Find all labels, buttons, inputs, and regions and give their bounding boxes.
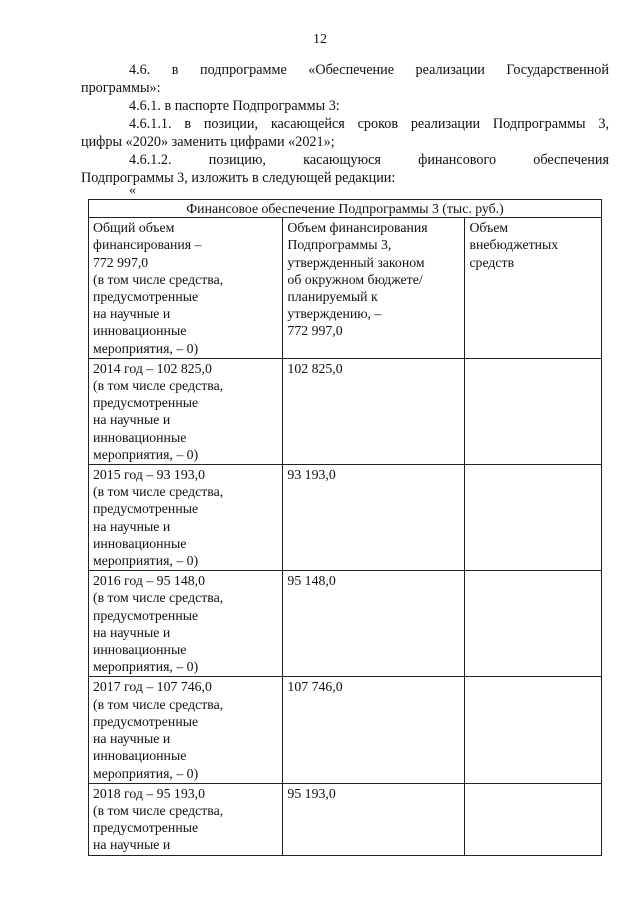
table-header-row [89, 218, 602, 359]
paragraph-4-6-line-2: программы»: [81, 80, 161, 96]
table-row [89, 465, 602, 571]
row-extra-value [465, 677, 602, 783]
header-extrabudgetary-funds: Объем внебюджетных средств [465, 218, 602, 359]
table-caption: Финансовое обеспечение Подпрограммы 3 (тыс. руб.) [89, 200, 602, 218]
paragraph-4-6 [81, 61, 609, 97]
row-year-text: 2018 год – 95 193,0 (в том числе средства, предусмотренные на научные и [89, 783, 283, 855]
paragraph-4-6-1-2-line-1: 4.6.1.2. позицию, касающуюся финансового обеспечения [129, 152, 609, 168]
row-extra-value [465, 571, 602, 677]
header-total-financing: Общий объем финансирования – 772 997,0 (в том числе средства, предусмотренные на научные и инновационные мероприятия, – 0) [89, 218, 283, 359]
paragraph-4-6-1-1-line-1: 4.6.1.1. в позиции, касающейся сроков реализации Подпрограммы 3, [129, 116, 609, 132]
row-budget-value: 95 148,0 [283, 571, 465, 677]
header-budget-financing: Объем финансирования Подпрограммы 3, утвержденный законом об окружном бюджете/ планируемый к утверждению, – 772 997,0 [283, 218, 465, 359]
table-row [89, 783, 602, 855]
row-year-text: 2015 год – 93 193,0 (в том числе средства, предусмотренные на научные и инновационные мероприятия, – 0) [89, 465, 283, 571]
row-extra-value [465, 358, 602, 464]
paragraph-4-6-1-1-line-2: цифры «2020» заменить цифрами «2021»; [81, 134, 335, 150]
row-extra-value [465, 465, 602, 571]
row-budget-value: 107 746,0 [283, 677, 465, 783]
table-caption-row [89, 200, 602, 218]
table-row [89, 358, 602, 464]
paragraph-4-6-1-2-line-2: Подпрограммы 3, изложить в следующей редакции: [81, 170, 396, 186]
financing-table [88, 199, 602, 856]
paragraph-4-6-1 [81, 97, 609, 115]
row-budget-value: 93 193,0 [283, 465, 465, 571]
row-year-text: 2014 год – 102 825,0 (в том числе средства, предусмотренные на научные и инновационные мероприятия, – 0) [89, 358, 283, 464]
table-row [89, 571, 602, 677]
opening-quote-mark: « [129, 183, 136, 198]
row-extra-value [465, 783, 602, 855]
row-year-text: 2017 год – 107 746,0 (в том числе средства, предусмотренные на научные и инновационные мероприятия, – 0) [89, 677, 283, 783]
paragraph-4-6-1-1 [81, 115, 609, 151]
row-year-text: 2016 год – 95 148,0 (в том числе средства, предусмотренные на научные и инновационные мероприятия, – 0) [89, 571, 283, 677]
row-budget-value: 95 193,0 [283, 783, 465, 855]
paragraph-4-6-line-1: 4.6. в подпрограмме «Обеспечение реализации Государственной [129, 62, 609, 78]
row-budget-value: 102 825,0 [283, 358, 465, 464]
page-number: 12 [313, 32, 327, 47]
table-row [89, 677, 602, 783]
paragraph-4-6-1-line-1: 4.6.1. в паспорте Подпрограммы 3: [129, 98, 340, 114]
paragraph-4-6-1-2 [81, 151, 609, 187]
